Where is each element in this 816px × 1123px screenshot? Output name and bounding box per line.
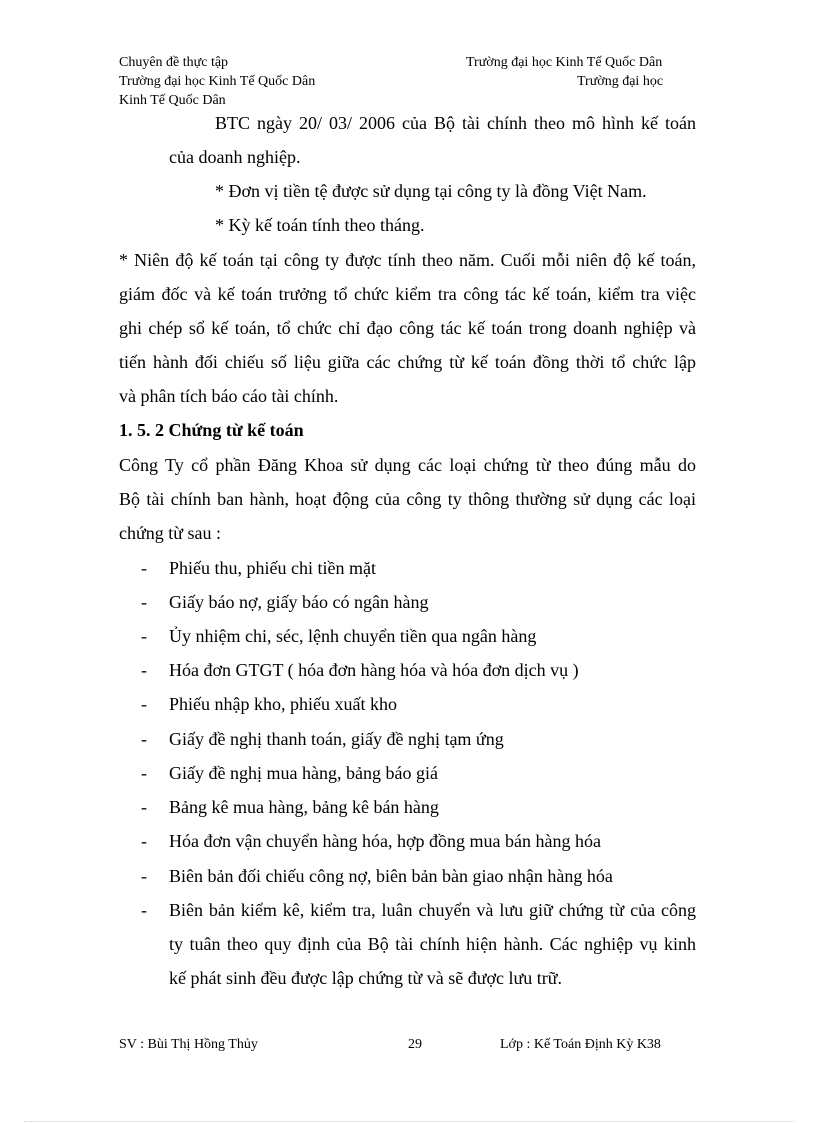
list-item: Phiếu thu, phiếu chi tiền mặt: [169, 558, 376, 578]
footer-class: Lớp : Kế Toán Định Kỳ K38: [500, 1037, 661, 1052]
paragraph-text: của doanh nghiệp.: [169, 147, 301, 167]
bullet-dash: -: [141, 729, 147, 749]
list-item: Giấy đề nghị mua hàng, bảng báo giá: [169, 763, 438, 783]
fiscal-year-paragraph-line: ghi chép sổ kế toán, tổ chức chỉ đạo công tác kế toán trong doanh nghiệp và: [119, 318, 696, 338]
header-right-line2: Trường đại học: [577, 74, 664, 89]
list-item: Giấy báo nợ, giấy báo có ngân hàng: [169, 592, 429, 612]
header-left-line1: Chuyên đề thực tập: [119, 55, 229, 70]
fiscal-year-paragraph-line: và phân tích báo cáo tài chính.: [119, 386, 339, 406]
fiscal-year-paragraph-line: giám đốc và kế toán trưởng tổ chức kiểm tra công tác kế toán, kiểm tra việc: [119, 284, 696, 304]
intro-paragraph-line: chứng từ sau :: [119, 523, 221, 543]
bullet-dash: -: [141, 558, 147, 578]
bullet-dash: -: [141, 626, 147, 646]
list-item-line: Biên bản kiểm kê, kiểm tra, luân chuyển và lưu giữ chứng từ của công: [169, 900, 696, 920]
section-heading: 1. 5. 2 Chứng từ kế toán: [119, 420, 304, 440]
currency-unit-text: * Đơn vị tiền tệ được sử dụng tại công ty là đồng Việt Nam.: [215, 181, 647, 201]
list-item-line: kế phát sinh đều được lập chứng từ và sẽ được lưu trữ.: [169, 968, 562, 988]
paragraph-text: BTC ngày 20/ 03/ 2006 của Bộ tài chính theo mô hình kế toán: [215, 113, 696, 133]
bullet-dash: -: [141, 797, 147, 817]
list-item: Biên bản đối chiếu công nợ, biên bản bàn giao nhận hàng hóa: [169, 866, 613, 886]
page-bottom-divider: [24, 1121, 794, 1122]
bullet-dash: -: [141, 831, 147, 851]
intro-paragraph-line: Công Ty cổ phần Đăng Khoa sử dụng các loại chứng từ theo đúng mẫu do: [119, 455, 696, 475]
header-right-line1: Trường đại học Kinh Tế Quốc Dân: [466, 55, 663, 70]
footer-student-name: SV : Bùi Thị Hồng Thủy: [119, 1037, 258, 1052]
list-item: Bảng kê mua hàng, bảng kê bán hàng: [169, 797, 439, 817]
list-item-line: ty tuân theo quy định của Bộ tài chính hiện hành. Các nghiệp vụ kinh: [169, 934, 696, 954]
bullet-dash: -: [141, 866, 147, 886]
list-item: Ủy nhiệm chi, séc, lệnh chuyển tiền qua ngân hàng: [169, 626, 537, 646]
header-left-line3: Kinh Tế Quốc Dân: [119, 93, 226, 108]
header-left-line2: Trường đại học Kinh Tế Quốc Dân: [119, 74, 316, 89]
bullet-dash: -: [141, 694, 147, 714]
fiscal-year-paragraph-line: * Niên độ kế toán tại công ty được tính theo năm. Cuối mỗi niên độ kế toán,: [119, 250, 696, 270]
list-item: Hóa đơn GTGT ( hóa đơn hàng hóa và hóa đơn dịch vụ ): [169, 660, 579, 680]
list-item: Giấy đề nghị thanh toán, giấy đề nghị tạm ứng: [169, 729, 504, 749]
list-item: Hóa đơn vận chuyển hàng hóa, hợp đồng mua bán hàng hóa: [169, 831, 601, 851]
fiscal-year-paragraph-line: tiến hành đối chiếu số liệu giữa các chứng từ kế toán đồng thời tổ chức lập: [119, 352, 696, 372]
accounting-period-text: * Kỳ kế toán tính theo tháng.: [215, 215, 425, 235]
bullet-dash: -: [141, 763, 147, 783]
page-number: 29: [408, 1037, 422, 1052]
list-item: Phiếu nhập kho, phiếu xuất kho: [169, 694, 397, 714]
bullet-dash: -: [141, 900, 147, 920]
bullet-dash: -: [141, 660, 147, 680]
intro-paragraph-line: Bộ tài chính ban hành, hoạt động của công ty thông thường sử dụng các loại: [119, 489, 696, 509]
bullet-dash: -: [141, 592, 147, 612]
